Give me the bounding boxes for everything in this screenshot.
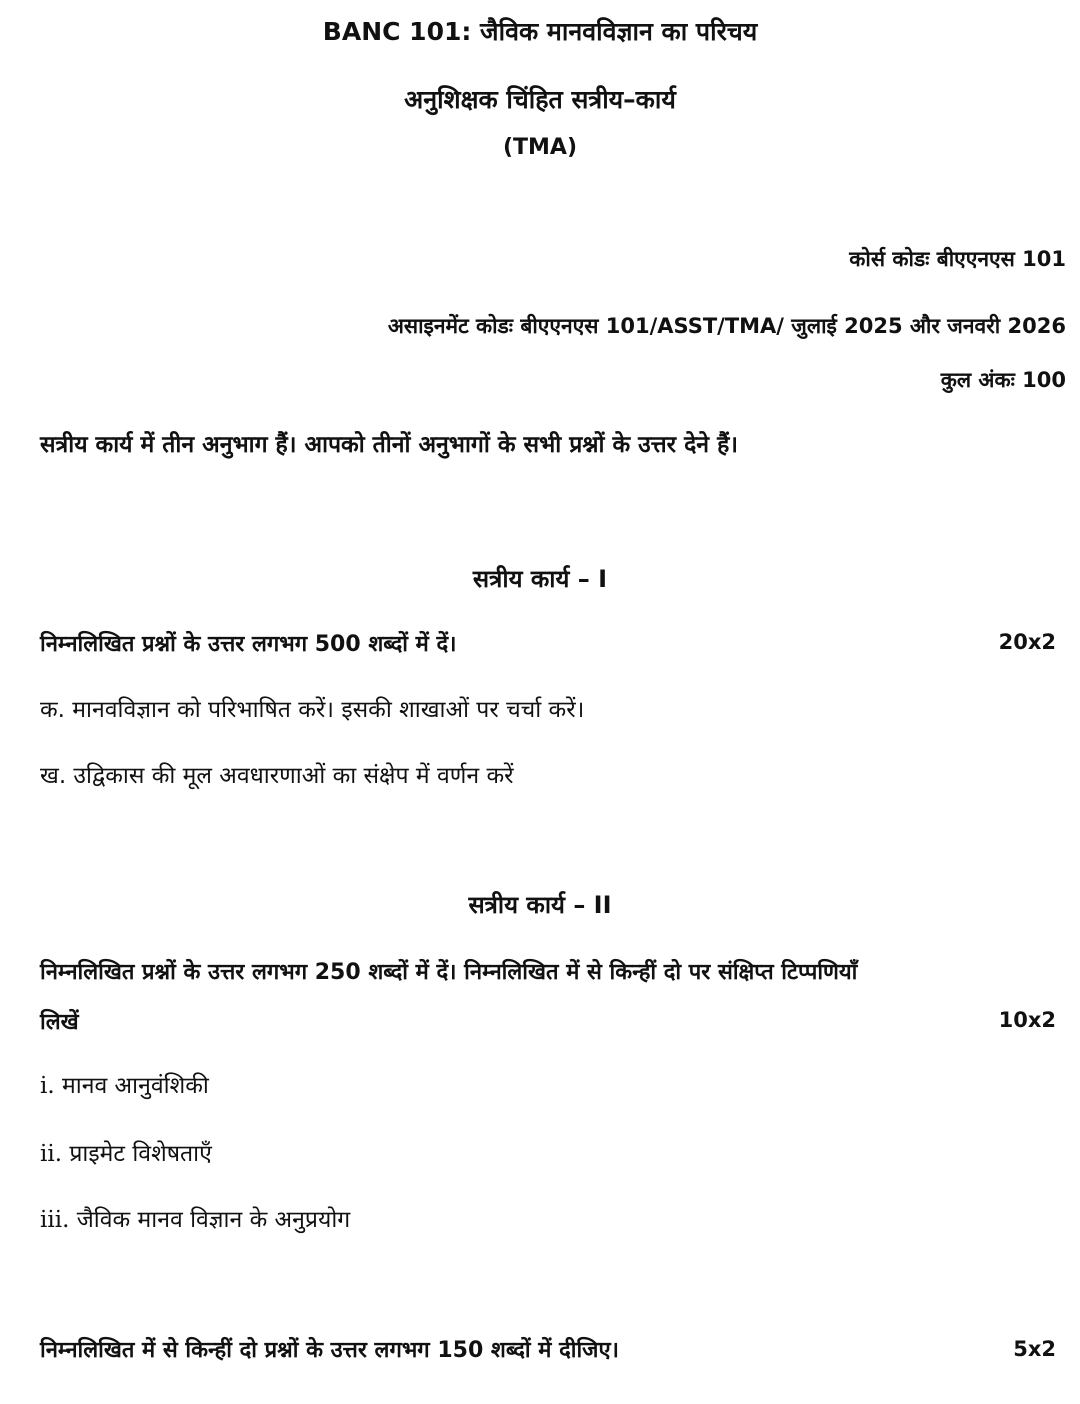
intro-instruction: सत्रीय कार्य में तीन अनुभाग हैं। आपको तीनों अनुभागों के सभी प्रश्नों के उत्तर देने हैं। [40,432,739,458]
list-item-number: i. [40,1073,55,1099]
list-item-number: ii. [40,1141,63,1167]
section-1-marks: 20x2 [998,630,1056,654]
document-title: BANC 101: जैविक मानवविज्ञान का परिचय [322,17,758,46]
tma-label: (TMA) [502,135,578,160]
section-3-instruction: निम्नलिखित में से किन्हीं दो प्रश्नों के उत्तर लगभग 150 शब्दों में दीजिए। [40,1338,619,1363]
total-marks: कुल अंकः 100 [940,368,1066,392]
list-item-text: मानव आनुवंशिकी [61,1073,209,1099]
question-a: क. मानवविज्ञान को परिभाषित करें। इसकी शाखाओं पर चर्चा करें। [40,697,585,723]
list-item [40,1202,350,1234]
document-subtitle: अनुशिक्षक चिंहित सत्रीय–कार्य [404,85,676,114]
list-item-text: प्राइमेट विशेषताएँ [69,1141,212,1167]
list-item [40,1136,212,1168]
section-2-marks: 10x2 [998,1008,1056,1032]
section-2-instruction: निम्नलिखित प्रश्नों के उत्तर लगभग 250 शब्दों में दें। निम्नलिखित में से किन्हीं दो पर संक्षिप्त टिप्पणियाँ [40,960,858,985]
course-code: कोर्स कोडः बीएएनएस 101 [849,247,1066,271]
list-item-text: जैविक मानव विज्ञान के अनुप्रयोग [76,1207,351,1233]
section-1-instruction: निम्नलिखित प्रश्नों के उत्तर लगभग 500 शब्दों में दें। [40,632,457,657]
assignment-code: असाइनमेंट कोडः बीएएनएस 101/ASST/TMA/ जुलाई 2025 और जनवरी 2026 [387,314,1066,338]
section-2-instruction-continued: लिखें [40,1010,79,1035]
section-1-heading: सत्रीय कार्य – I [472,565,608,593]
question-b: ख. उद्विकास की मूल अवधारणाओं का संक्षेप में वर्णन करें [40,763,514,789]
list-item [40,1068,209,1100]
section-3-marks: 5x2 [1013,1337,1056,1361]
list-item-number: iii. [40,1207,70,1233]
section-2-heading: सत्रीय कार्य – II [468,891,612,919]
